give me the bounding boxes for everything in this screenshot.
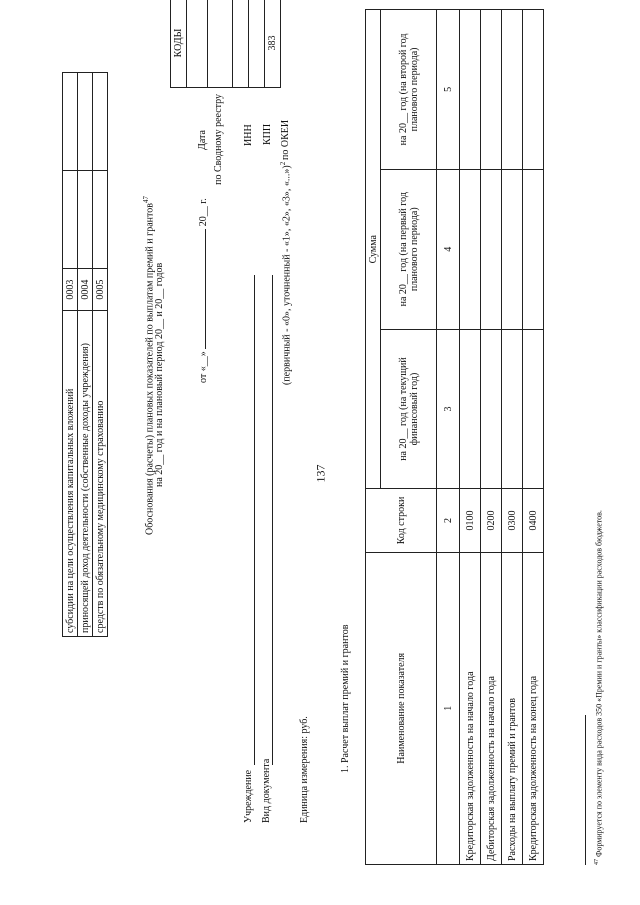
row-value[interactable] [523,10,544,170]
codes-header: КОДЫ [171,0,187,88]
row-code: 0200 [481,489,502,552]
codes-register-cell [208,0,233,88]
date-line: от «__» 20__ г. [198,198,209,383]
doc-type-hint: (первичный - «0», уточненный - «1», «2», «3», «...»)$^2$ [279,161,293,385]
top-table [62,72,108,637]
institution-label: Учреждение [243,769,254,823]
top-table-row [63,73,78,637]
footnote-rule [585,715,586,865]
codes-inn-cell [233,0,249,88]
top-table-row [78,73,93,637]
top-row-code: 0004 [78,268,93,310]
doc-type-label: Вид документа [261,758,272,823]
table-row [481,10,502,865]
row-name: Расходы на выплату премий и грантов [502,552,523,864]
top-table-row [93,73,108,637]
row-value[interactable] [481,10,502,170]
table-row [460,10,481,865]
row-value[interactable] [460,10,481,170]
top-row-cell [78,73,93,171]
codes-label-inn: ИНН [243,124,254,146]
top-row-cell [93,171,108,269]
colnum-5: 5 [437,10,460,170]
page-number: 137 [313,464,328,483]
header-name: Наименование показателя [366,552,437,864]
colnum-2: 2 [437,489,460,552]
row-value[interactable] [502,10,523,170]
header-col3: на 20__ год (на текущий финансовый год) [381,329,437,489]
row-value[interactable] [460,169,481,329]
institution-line [254,275,255,765]
row-name: Дебиторская задолженность на начало года [481,552,502,864]
colnum-1: 1 [437,552,460,864]
section-title: 1. Расчет выплат премий и грантов [340,624,351,773]
document-subtitle: на 20__ год и на плановый период 20__ и 20__ годов [154,262,165,487]
codes-label-register: по Сводному реестру [213,94,224,185]
table-row [523,10,544,865]
row-code: 0400 [523,489,544,552]
top-row-cell [93,73,108,171]
header-col4: на 20__ год (на первый год планового периода) [381,169,437,329]
codes-date-cell [187,0,208,88]
row-value[interactable] [502,169,523,329]
top-row-name: приносящей доход деятельности (собственные доходы учреждения) [78,311,93,637]
top-row-cell [63,171,78,269]
row-value[interactable] [523,329,544,489]
top-row-code: 0003 [63,268,78,310]
row-value[interactable] [523,169,544,329]
footnote: $^{47}$ Формируется по элементу вида расходов 350 «Премии и гранты» классификации расходов бюджетов. [594,510,604,865]
unit-label: Единица измерения: руб. [299,716,310,823]
top-row-code: 0005 [93,268,108,310]
codes-label-okei: по ОКЕИ [280,119,291,160]
row-value[interactable] [481,329,502,489]
codes-okei-cell: 383 [265,0,281,88]
row-value[interactable] [460,329,481,489]
top-row-cell [63,73,78,171]
codes-table [170,0,281,88]
top-row-cell [78,171,93,269]
top-row-name: средств по обязательному медицинскому страхованию [93,311,108,637]
row-value[interactable] [502,329,523,489]
header-code: Код строки [366,489,437,552]
main-table [365,9,544,865]
colnum-4: 4 [437,169,460,329]
row-code: 0300 [502,489,523,552]
row-name: Кредиторская задолженность на начало года [460,552,481,864]
row-value[interactable] [481,169,502,329]
codes-kpp-cell [249,0,265,88]
table-row [502,10,523,865]
codes-label-date: Дата [197,130,208,150]
document-title: Обоснования (расчеты) плановых показателей по выплатам премий и грантов$^{47}$ [142,196,156,535]
codes-label-kpp: КПП [262,123,273,145]
header-col5: на 20__ год (на второй год планового периода) [381,10,437,170]
row-code: 0100 [460,489,481,552]
row-name: Кредиторская задолженность на конец года [523,552,544,864]
doc-type-line [272,275,273,765]
top-row-name: субсидии на цели осуществления капитальных вложений [63,311,78,637]
colnum-3: 3 [437,329,460,489]
header-sum: Сумма [366,10,381,489]
